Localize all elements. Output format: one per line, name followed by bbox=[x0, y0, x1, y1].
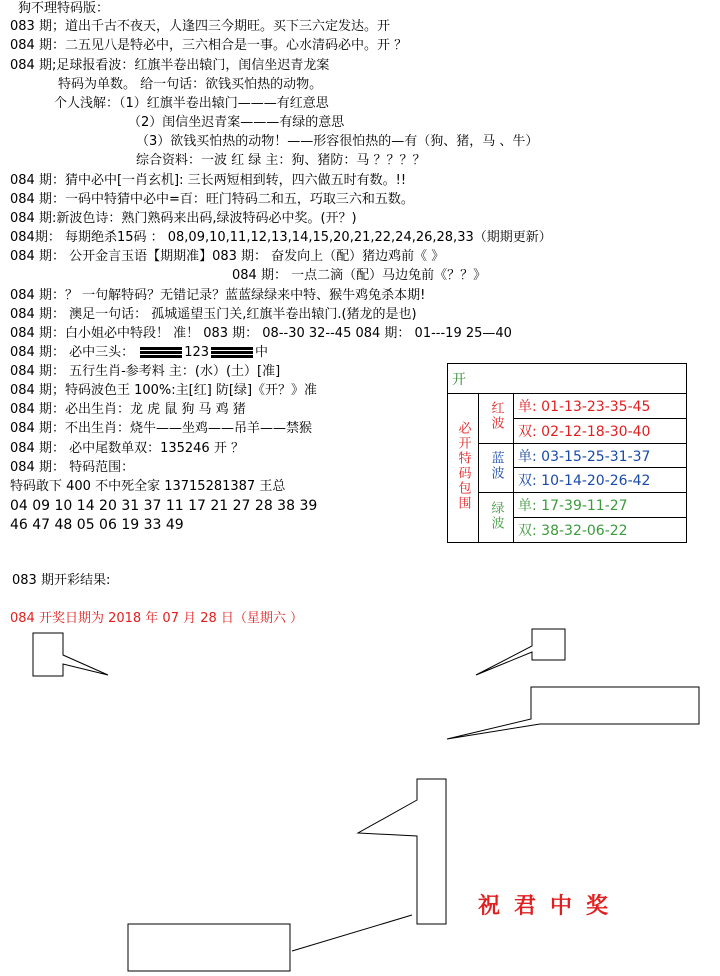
text-line: 084 期： 澳足一句话： 孤城遥望玉门关,红旗半卷出辕门.(猪龙的是也) bbox=[10, 307, 417, 322]
text-line: 084 期：二五见八是特必中，三六相合是一事。心水清码必中。开 ？ bbox=[10, 38, 408, 53]
text-line: 084 期:新波色诗：熟门熟码来出码,绿波特码必中奖。(开？) bbox=[10, 211, 357, 226]
text-line: 084 期： 必中尾数单双：135246 开 ？ bbox=[10, 441, 244, 456]
text-line: 04 09 10 14 20 31 37 11 17 21 27 28 38 39 bbox=[10, 498, 318, 514]
text-line: 084 期： 一点二滴（配）马边兔前《？？》 bbox=[232, 268, 487, 283]
text-line: 46 47 48 05 06 19 33 49 bbox=[10, 517, 184, 533]
callout-box bbox=[476, 629, 565, 675]
wave-side-label: 必开特码包围 bbox=[448, 394, 479, 543]
text-line: 083 期；道出千古不夜天，人逢四三今期旺。买下三六定发达。开 bbox=[10, 19, 390, 34]
wave-row: 单: 17-39-11-27 bbox=[514, 493, 687, 518]
text-line: 084 期：白小姐必中特段！ 准！ 083 期： 08--30 32--45 084 期： 01---19 25—40 bbox=[10, 326, 512, 341]
text-line: 084 期：？ 一句解特码？无错记录？蓝蓝绿绿来中特、猴牛鸡兔杀本期! bbox=[10, 288, 426, 303]
text-line: 特码敢下 400 不中死全家 13715281387 王总 bbox=[10, 479, 286, 494]
wave-row: 双: 38-32-06-22 bbox=[514, 518, 687, 543]
text-line: 084 期：必出生肖：龙 虎 鼠 狗 马 鸡 猪 bbox=[10, 402, 246, 417]
text-line: 084 期： 必中三头： bbox=[10, 345, 135, 360]
wave-table-header: 开 bbox=[448, 364, 687, 394]
text-line: （2）闺信坐迟青案———有绿的意思 bbox=[128, 115, 345, 130]
draw-date: 084 开奖日期为 2018 年 07 月 28 日（星期六 ） bbox=[10, 611, 304, 626]
results-label: 083 期开彩结果: bbox=[12, 573, 111, 588]
text-line: 084 期： 五行生肖-参考料 主：(水）(土）[准] bbox=[10, 364, 281, 379]
text-line: 084 期： 特码范围： bbox=[10, 460, 135, 475]
text-line: 084 期：一码中特猜中必中=百：旺门特码二和五，巧取三六和五数。 bbox=[10, 192, 414, 207]
wave-row: 单: 01-13-23-35-45 bbox=[514, 394, 687, 419]
text-line: 个人浅解：（1）红旗半卷出辕门———有红意思 bbox=[54, 96, 329, 111]
callout-box bbox=[128, 924, 290, 971]
wave-row: 双: 10-14-20-26-42 bbox=[514, 468, 687, 493]
text-line: 084 期： 公开金言玉语【期期准】083 期： 奋发向上（配）猪边鸡前《 》 bbox=[10, 249, 445, 264]
wave-group-blue: 蓝波 bbox=[479, 443, 514, 493]
wave-row: 单: 03-15-25-31-37 bbox=[514, 443, 687, 468]
page-title: 狗不理特码版： bbox=[18, 1, 110, 16]
text-line: 084 期;足球报看波：红旗半卷出辕门，闺信坐迟青龙案 bbox=[10, 58, 330, 73]
congrats-text: 祝君中奖 bbox=[478, 893, 623, 919]
three-heads-value: 123 bbox=[184, 345, 210, 360]
text-line: 084 期：不出生肖：烧牛——坐鸡——吊羊——禁猴 bbox=[10, 421, 312, 436]
text-line: 084 期；特码波色王 100%:主[红] 防[绿]《开？》准 bbox=[10, 383, 318, 398]
three-heads-suffix: 中 bbox=[255, 345, 269, 360]
wave-group-red: 红波 bbox=[479, 394, 514, 444]
text-line: 综合资料：一波 红 绿 主：狗、猪防：马 ？？？？ bbox=[136, 153, 426, 168]
text-line: 084期： 每期绝杀15码 ： 08,09,10,11,12,13,14,15,20,21,22,24,26,28,33（期期更新） bbox=[10, 230, 552, 245]
wave-row: 双: 02-12-18-30-40 bbox=[514, 418, 687, 443]
text-line: （3）欲钱买怕热的动物！——形容很怕热的—有（狗、猪，马 、牛） bbox=[136, 134, 539, 149]
wave-group-green: 绿波 bbox=[479, 493, 514, 543]
text-line: 084 期：猜中必中[一肖玄机]: 三长两短相到转，四六做五时有数。!! bbox=[10, 173, 407, 188]
callout-box bbox=[447, 687, 699, 739]
callout-box bbox=[358, 779, 446, 924]
text-line: 特码为单数。 给一句话：欲钱买怕热的动物。 bbox=[58, 77, 323, 92]
callout-box bbox=[33, 633, 108, 676]
